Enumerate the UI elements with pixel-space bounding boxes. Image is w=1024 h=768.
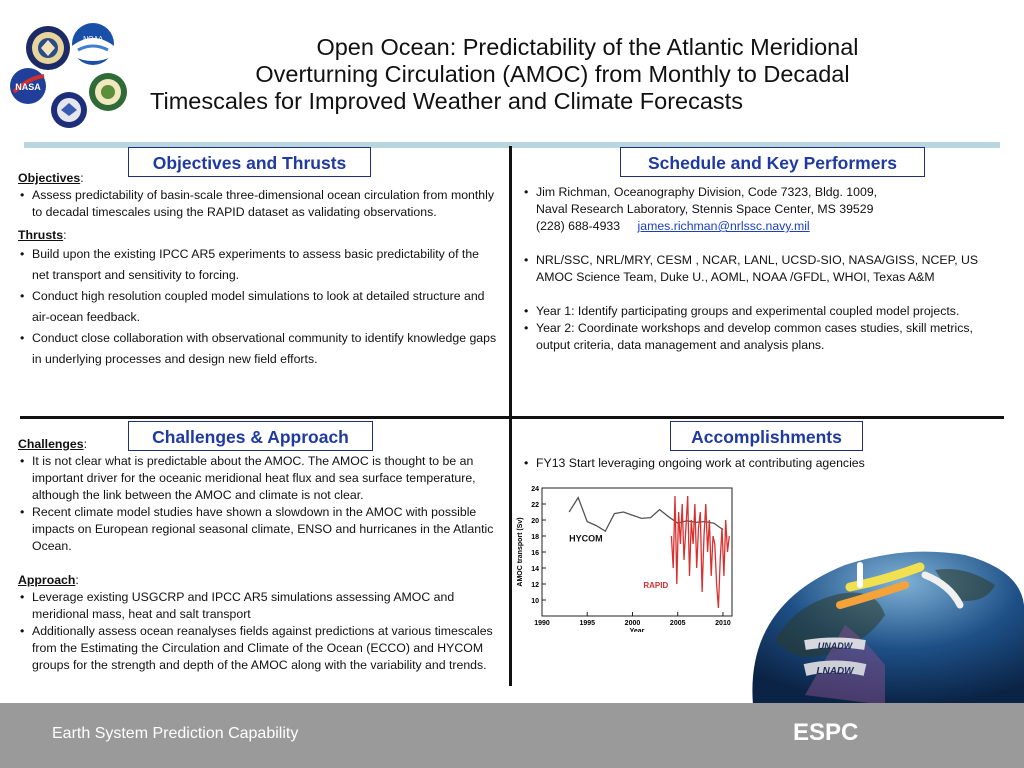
- svg-text:NOAA: NOAA: [83, 36, 103, 43]
- schedule-section: [522, 184, 992, 354]
- accomplishments-header: Accomplishments: [670, 421, 863, 451]
- footer-left-text: Earth System Prediction Capability: [52, 725, 299, 742]
- objectives-label: Objectives: [18, 171, 81, 185]
- approach-item: • Leverage existing USGCRP and IPCC AR5 simulations assessing AMOC and meridional mass, heat and salt transport: [32, 589, 503, 623]
- challenges-header: Challenges & Approach: [128, 421, 373, 451]
- page-title: [140, 34, 940, 115]
- y-tick-label: 10: [531, 598, 539, 605]
- y-tick-label: 12: [531, 582, 539, 589]
- objective-item: • Assess predictability of basin-scale three-dimensional ocean circulation from monthly to decadal timescales using the RAPID dataset as validating observations.: [32, 187, 498, 221]
- accomplishment-item: • FY13 Start leveraging ongoing work at contributing agencies: [536, 455, 992, 472]
- horizontal-divider: [20, 416, 1004, 419]
- thrust-item: • Build upon the existing IPCC AR5 experiments to assess basic predictability of the net transport and sensitivity to forcing.: [32, 244, 498, 286]
- accomplishments-section: [522, 455, 992, 472]
- amoc-transport-chart: [512, 482, 752, 632]
- x-tick-label: 1990: [534, 620, 550, 627]
- series-label-hycom: HYCOM: [569, 533, 603, 544]
- challenges-label: Challenges: [18, 437, 84, 451]
- contact-email-link[interactable]: james.richman@nrlssc.navy.mil: [637, 219, 810, 233]
- schedule-header: Schedule and Key Performers: [620, 147, 925, 177]
- x-tick-label: 2010: [715, 620, 731, 627]
- title-line-1: Open Ocean: Predictability of the Atlantic Meridional: [316, 34, 859, 60]
- year-item: • Year 1: Identify participating groups and experimental coupled model projects.: [536, 303, 992, 320]
- x-tick-label: 1995: [579, 620, 596, 627]
- title-line-3: Timescales for Improved Weather and Climate Forecasts: [150, 88, 743, 114]
- nasa-logo: [10, 68, 46, 104]
- x-tick-label: 2000: [624, 620, 641, 627]
- year-item: • Year 2: Coordinate workshops and develop common cases studies, skill metrics, output criteria, data management and analysis plans.: [536, 320, 992, 354]
- title-line-2: Overturning Circulation (AMOC) from Monthly to Decadal: [255, 61, 850, 87]
- objectives-section: Objectives: • Assess predictability of basin-scale three-dimensional ocean circulation from monthly to decadal timescales using the RAPID dataset as validating observations. Thrusts: • Build upon the existing IPCC AR5 experiments to assess basic predictability of the net transport and sensitivity to forcing. • Conduct high resolution coupled model simulations to look at detailed structure and air-ocean feedback. • Conduct close collaboration with observational community to identify knowledge gaps in underlying processes and design new field efforts.: [18, 170, 498, 370]
- y-tick-label: 24: [531, 486, 539, 493]
- air-force-seal: [51, 92, 87, 128]
- y-tick-label: 18: [531, 534, 539, 541]
- thrust-item: • Conduct high resolution coupled model simulations to look at detailed structure and air-ocean feedback.: [32, 286, 498, 328]
- svg-text:NASA: NASA: [15, 82, 41, 92]
- contact-phone: (228) 688-4933: [536, 219, 621, 233]
- lnadw-label: LNADW: [816, 666, 854, 677]
- footer-espc-logo: ESPC: [793, 719, 859, 746]
- x-axis-label: Year: [629, 628, 645, 632]
- contact-line-1: Jim Richman, Oceanography Division, Code 7323, Bldg. 1009,: [536, 185, 878, 199]
- contact-line-2: Naval Research Laboratory, Stennis Space Center, MS 39529: [536, 202, 874, 216]
- doe-seal: [89, 73, 127, 111]
- approach-item: • Additionally assess ocean reanalyses fields against predictions at various timescales from the Estimating the Circulation and Climate of the Ocean (ECCO) and HYCOM groups for the strength and depth of the AMOC along with the variability and trends.: [32, 623, 503, 674]
- y-tick-label: 14: [531, 566, 539, 573]
- noaa-logo: [72, 23, 114, 65]
- challenges-section: Challenges: • It is not clear what is predictable about the AMOC. The AMOC is thought to be an important driver for the oceanic meridional heat flux and sea surface temperature, although the link between the AMOC and climate is not clear. • Recent climate model studies have shown a slowdown in the AMOC with possible impacts on European regional seasonal climate, ENSO and hurricanes in the Atlantic Ocean. Approach: • Leverage existing USGCRP and IPCC AR5 simulations assessing AMOC and meridional mass, heat and salt transport • Additionally assess ocean reanalyses fields against predictions at various timescales from the Estimating the Circulation and Climate of the Ocean (ECCO) and HYCOM groups for the strength and depth of the AMOC along with the variability and trends.: [18, 436, 503, 674]
- series-label-rapid: RAPID: [643, 581, 669, 590]
- y-tick-label: 16: [531, 550, 539, 557]
- agency-logos: [8, 12, 133, 130]
- performers-item: • NRL/SSC, NRL/MRY, CESM , NCAR, LANL, UCSD-SIO, NASA/GISS, NCEP, US AMOC Science Team, Duke U., AOML, NOAA /GFDL, WHOI, Texas A&M: [536, 252, 992, 286]
- unadw-label: UNADW: [817, 641, 853, 651]
- challenge-item: • It is not clear what is predictable about the AMOC. The AMOC is thought to be an important driver for the oceanic meridional heat flux and sea surface temperature, although the link between the AMOC and climate is not clear.: [32, 453, 503, 504]
- y-tick-label: 20: [531, 518, 539, 525]
- challenge-item: • Recent climate model studies have shown a slowdown in the AMOC with possible impacts on European regional seasonal climate, ENSO and hurricanes in the Atlantic Ocean.: [32, 504, 503, 555]
- thrusts-label: Thrusts: [18, 228, 64, 242]
- navy-seal: [26, 26, 70, 70]
- thrust-item: • Conduct close collaboration with observational community to identify knowledge gaps in underlying processes and design new field efforts.: [32, 328, 498, 370]
- objectives-header: Objectives and Thrusts: [128, 147, 371, 177]
- approach-label: Approach: [18, 573, 76, 587]
- y-axis-label: AMOC transport (Sv): [517, 517, 524, 587]
- y-tick-label: 22: [531, 502, 539, 509]
- contact-item: [536, 184, 992, 235]
- ocean-circulation-globe: [735, 545, 1024, 705]
- x-tick-label: 2005: [669, 620, 686, 627]
